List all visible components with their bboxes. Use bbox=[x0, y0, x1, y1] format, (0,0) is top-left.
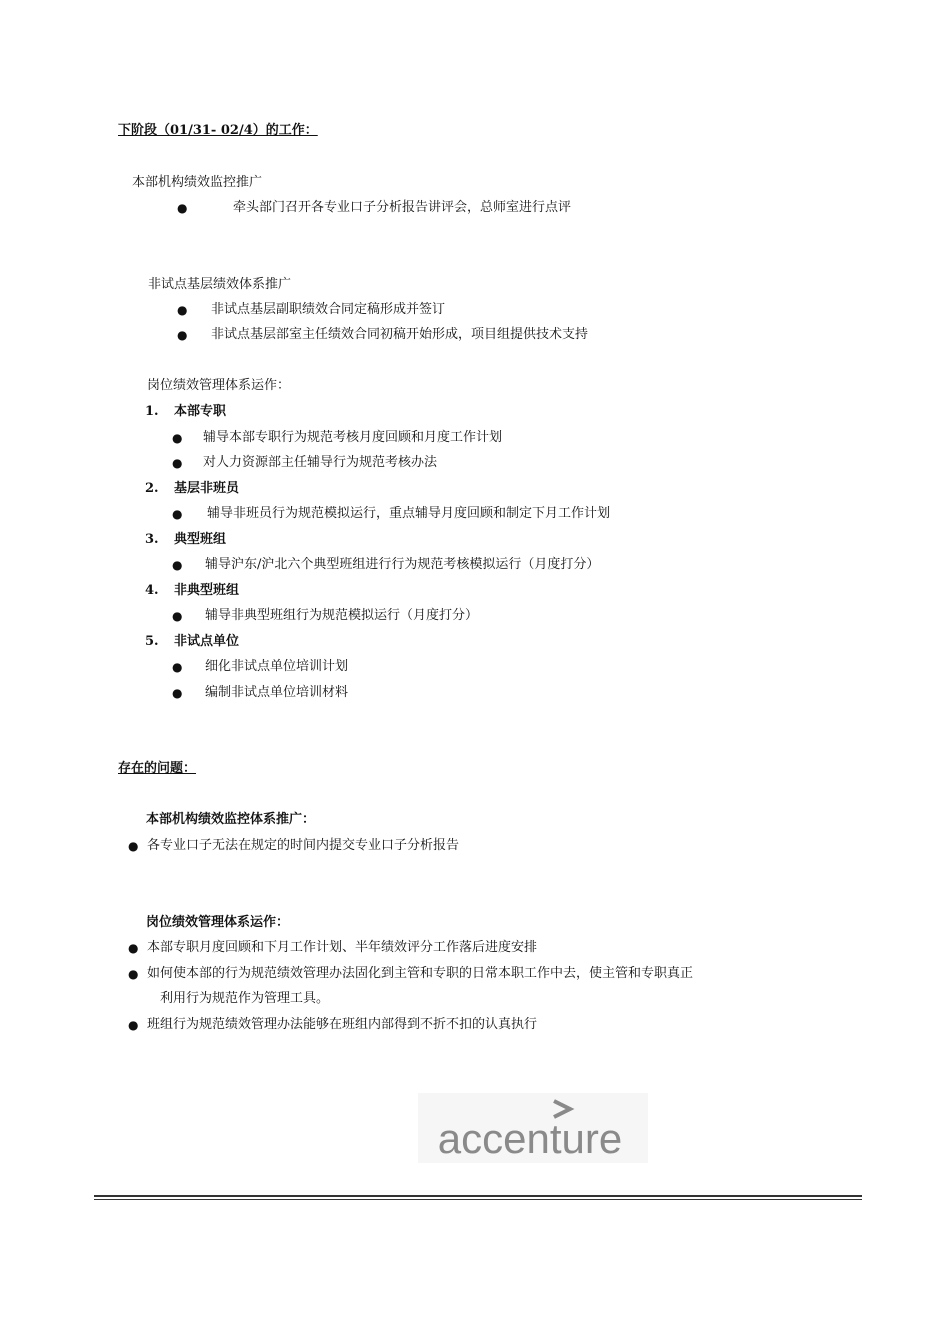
logo-text: accenture bbox=[437, 1115, 623, 1162]
bullet-text: 如何使本部的行为规范绩效管理办法固化到主管和专职的日常本职工作中去，使主管和专职真正 bbox=[147, 966, 694, 981]
list-item-label: 本部专职 bbox=[174, 404, 227, 419]
list-number: 1. bbox=[145, 404, 159, 419]
list-number: 5. bbox=[145, 634, 159, 649]
list-number: 3. bbox=[145, 532, 159, 547]
bullet-text: 辅导本部专职行为规范考核月度回顾和月度工作计划 bbox=[203, 430, 503, 445]
bullet-icon: ● bbox=[172, 507, 183, 521]
list-number: 4. bbox=[145, 583, 159, 598]
list-item-label: 基层非班员 bbox=[174, 481, 240, 496]
list-item-label: 非试点单位 bbox=[174, 634, 240, 649]
section-title: 本部机构绩效监控推广 bbox=[132, 175, 263, 190]
bullet-icon: ● bbox=[172, 456, 183, 470]
bullet-text: 细化非试点单位培训计划 bbox=[205, 659, 349, 674]
bullet-text: 辅导非班员行为规范模拟运行，重点辅导月度回顾和制定下月工作计划 bbox=[207, 506, 611, 521]
issue-group-title: 岗位绩效管理体系运作： bbox=[146, 915, 290, 930]
bullet-icon: ● bbox=[172, 660, 183, 674]
section-title: 岗位绩效管理体系运作： bbox=[147, 378, 291, 393]
bullet-text: 非试点基层副职绩效合同定稿形成并签订 bbox=[211, 302, 446, 317]
accenture-logo bbox=[418, 1093, 648, 1163]
bullet-icon: ● bbox=[177, 328, 188, 342]
next-phase-heading: 下阶段（01/31- 02/4）的工作： bbox=[118, 123, 318, 138]
bullet-icon: ● bbox=[128, 941, 139, 955]
bullet-icon: ● bbox=[128, 1018, 139, 1032]
bullet-icon: ● bbox=[172, 609, 183, 623]
list-item-label: 非典型班组 bbox=[174, 583, 240, 598]
bullet-text: 辅导非典型班组行为规范模拟运行（月度打分） bbox=[205, 608, 479, 623]
bullet-icon: ● bbox=[128, 967, 139, 981]
bullet-icon: ● bbox=[172, 686, 183, 700]
bullet-text: 班组行为规范绩效管理办法能够在班组内部得到不折不扣的认真执行 bbox=[147, 1017, 538, 1032]
bullet-icon: ● bbox=[177, 303, 188, 317]
list-number: 2. bbox=[145, 481, 159, 496]
bullet-text: 对人力资源部主任辅导行为规范考核办法 bbox=[203, 455, 438, 470]
issues-heading: 存在的问题： bbox=[118, 761, 197, 776]
bullet-text: 非试点基层部室主任绩效合同初稿开始形成，项目组提供技术支持 bbox=[211, 327, 589, 342]
bullet-icon: ● bbox=[128, 839, 139, 853]
bullet-icon: ● bbox=[177, 201, 188, 215]
footer-rule-bottom bbox=[94, 1199, 862, 1200]
bullet-icon: ● bbox=[172, 558, 183, 572]
section-title: 非试点基层绩效体系推广 bbox=[148, 277, 292, 292]
footer-rule-top bbox=[94, 1195, 862, 1197]
list-item-label: 典型班组 bbox=[174, 532, 227, 547]
bullet-text-continuation: 利用行为规范作为管理工具。 bbox=[160, 991, 330, 1006]
bullet-text: 辅导沪东/沪北六个典型班组进行行为规范考核模拟运行（月度打分） bbox=[205, 557, 600, 572]
bullet-icon: ● bbox=[172, 431, 183, 445]
issue-group-title: 本部机构绩效监控体系推广： bbox=[146, 812, 316, 827]
bullet-text: 牵头部门召开各专业口子分析报告讲评会，总师室进行点评 bbox=[233, 200, 572, 215]
bullet-text: 编制非试点单位培训材料 bbox=[205, 685, 349, 700]
bullet-text: 各专业口子无法在规定的时间内提交专业口子分析报告 bbox=[147, 838, 460, 853]
bullet-text: 本部专职月度回顾和下月工作计划、半年绩效评分工作落后进度安排 bbox=[147, 940, 538, 955]
